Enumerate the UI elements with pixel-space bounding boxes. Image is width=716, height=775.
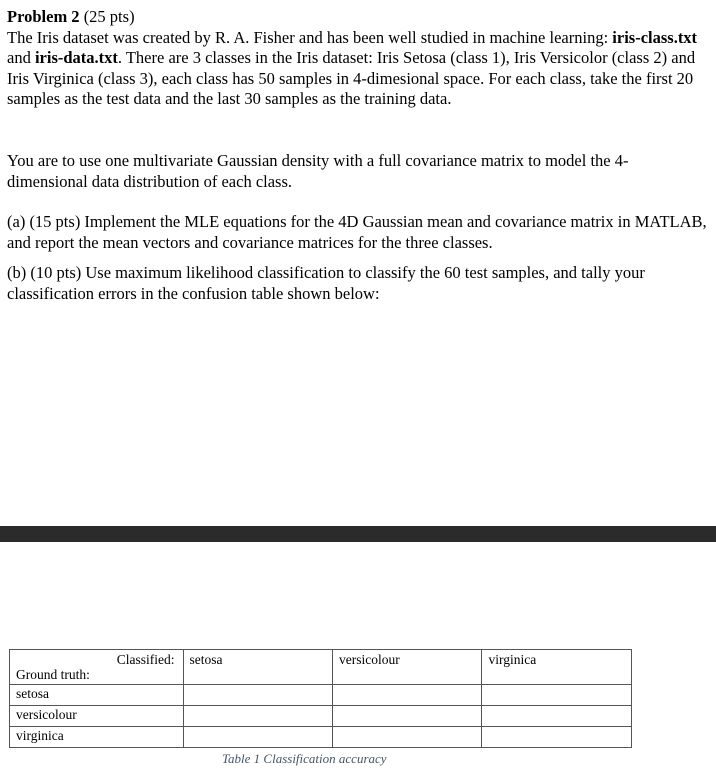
column-header-versicolour: versicolour	[333, 650, 482, 685]
file-name-data: iris-data.txt	[34, 48, 118, 67]
confusion-table	[9, 649, 632, 748]
part-a-text: (a) (15 pts) Implement the MLE equations for the 4D Gaussian mean and covariance matrix in MATLAB, and report the mean vectors and covariance matrices for the three classes.	[7, 212, 707, 252]
page-divider-bar	[0, 526, 716, 542]
table-cell	[183, 706, 332, 727]
column-header-virginica: virginica	[482, 650, 632, 685]
table-caption: Table 1 Classification accuracy	[222, 751, 387, 766]
model-paragraph	[7, 151, 707, 192]
table-cell	[333, 727, 482, 748]
part-b-text: (b) (10 pts) Use maximum likelihood classification to classify the 60 test samples, and tally your classification errors in the confusion table shown below:	[7, 263, 645, 303]
classified-label: Classified:	[116, 652, 175, 667]
corner-cell	[10, 650, 184, 685]
table-row	[10, 706, 632, 727]
ground-truth-label: Ground truth:	[16, 667, 90, 682]
table-cell	[333, 685, 482, 706]
model-text: You are to use one multivariate Gaussian density with a full covariance matrix to model the 4-dimensional data distribution of each class.	[7, 151, 629, 191]
intro-text-cont: . There are 3 classes in the Iris dataset: Iris Setosa (class 1), Iris Versicolor (class 2) and Iris Virginica (class 3), each class has 50 samples in 4-dimesional space. For each class, take the first 20 samples as the test data and the last 30 samples as the training data.	[7, 48, 696, 108]
intro-and: and	[7, 48, 35, 67]
table-cell	[183, 685, 332, 706]
problem-points: (25 pts)	[83, 7, 135, 26]
table-cell	[482, 706, 632, 727]
file-name-class: iris-class.txt	[612, 27, 698, 47]
table-cell	[333, 706, 482, 727]
problem-statement	[7, 7, 707, 110]
table-cell	[482, 685, 632, 706]
row-header-virginica: virginica	[10, 727, 184, 748]
table-row	[10, 727, 632, 748]
row-header-versicolour: versicolour	[10, 706, 184, 727]
problem-title: Problem 2	[7, 7, 80, 26]
table-cell	[183, 727, 332, 748]
table-row	[10, 685, 632, 706]
table-header-row	[10, 650, 632, 685]
intro-text: The Iris dataset was created by R. A. Fisher and has been well studied in machine learning:	[7, 27, 613, 47]
row-header-setosa: setosa	[10, 685, 184, 706]
part-b-paragraph	[7, 263, 707, 304]
part-a-paragraph	[7, 212, 707, 253]
table-cell	[482, 727, 632, 748]
column-header-setosa: setosa	[183, 650, 332, 685]
